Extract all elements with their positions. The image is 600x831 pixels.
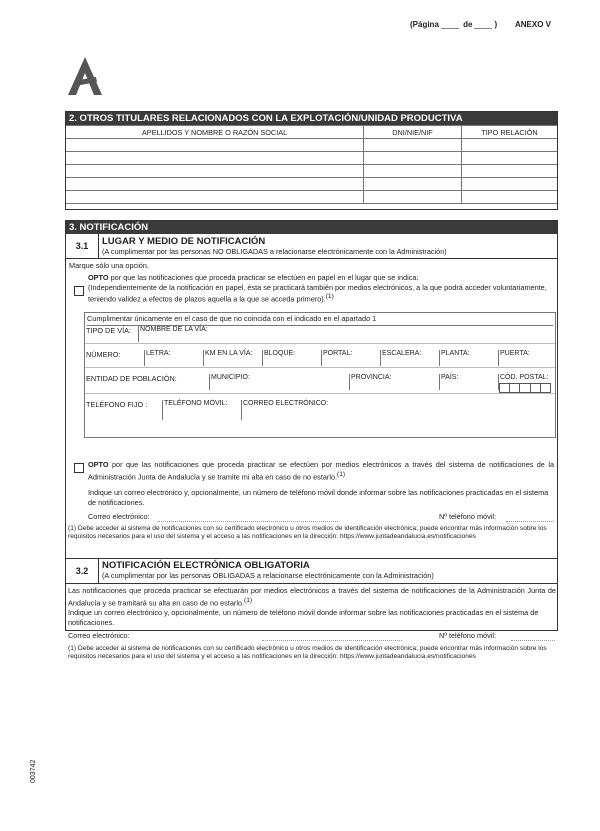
cell-nombre[interactable] — [66, 165, 364, 178]
phone-input[interactable] — [506, 512, 554, 522]
s32-text1 — [68, 586, 556, 607]
field-portal[interactable]: PORTAL: — [321, 350, 352, 366]
form-code: 003742 — [30, 759, 37, 783]
table-row — [66, 152, 557, 165]
field-escalera[interactable]: ESCALERA: — [380, 350, 421, 366]
footnote-ref: (1) — [337, 470, 346, 478]
field-nombre-via[interactable]: NOMBRE DE LA VÍA: — [138, 326, 208, 342]
subsection-3-2-body — [66, 584, 557, 669]
pagina-label: (Página — [410, 20, 439, 29]
col-header-nombre: APELLIDOS Y NOMBRE O RAZÓN SOCIAL — [66, 126, 364, 139]
cell-nombre[interactable] — [66, 152, 364, 165]
cell-nombre[interactable] — [66, 139, 364, 152]
titulares-table — [66, 125, 557, 204]
field-entidad[interactable]: ENTIDAD DE POBLACIÓN: — [86, 374, 177, 383]
cell-dni[interactable] — [364, 178, 462, 191]
cell-nombre[interactable] — [66, 191, 364, 204]
table-row — [66, 165, 557, 178]
table-row — [66, 191, 557, 204]
field-numero[interactable]: NÚMERO: — [86, 350, 121, 359]
postal-code-boxes[interactable] — [499, 383, 551, 393]
opt2-text: por que las notificaciones que proceda practicar se efectúen por medios electrónicos a través del sistema de notificaciones de la Administración Junta de Andalucía y se tramite mi alta en caso de no estarlo. — [88, 460, 554, 481]
table-row — [66, 139, 557, 152]
address-box — [84, 312, 556, 438]
field-correo[interactable]: CORREO ELECTRÓNICO: — [241, 400, 328, 420]
col-header-dni: DNI/NIE/NIF — [364, 126, 462, 139]
subsection-3-1-contact — [66, 488, 557, 565]
address-box-title: Cumplimentar únicamente en el caso de que no coincida con el indicado en el apartado 1 — [87, 314, 553, 326]
field-pais[interactable]: PAÍS: — [439, 374, 458, 390]
de-label: de — [463, 20, 473, 29]
page-number-input[interactable] — [441, 20, 459, 29]
table-row — [66, 178, 557, 191]
field-bloque[interactable]: BLOQUE: — [262, 350, 295, 366]
footnote: (1) Debe acceder al sistema de notificaciones con su certificado electrónico u otros medios de identificación electrónica; puede encontrar más información sobre los requisitos necesarios para el uso del sistema y el acceso a las notificaciones en la dirección: https://www.juntadeandalucia.es/notificaciones — [68, 525, 547, 540]
email-input[interactable] — [158, 512, 338, 522]
cell-dni[interactable] — [364, 191, 462, 204]
footnote-ref: (1) — [244, 596, 253, 604]
email-input[interactable] — [262, 631, 402, 641]
opt1-text2: (Independientemente de la notificación en papel, ésta se practicará también por medios electrónicos, a la que podrá acceder voluntariamente, teniendo validez a efectos de plazos aquella a la que se acceda primero). — [88, 282, 547, 304]
col-header-tipo: TIPO RELACIÓN — [462, 126, 558, 139]
s32-text1-content: Las notificaciones que proceda practicar se efectuarán por medios electrónicos a través del sistema de notificaciones de la Administración Junta de Andalucía y se tramitará su alta en caso de no estarlo. — [68, 586, 556, 607]
cell-tipo[interactable] — [462, 139, 558, 152]
field-municipio[interactable]: MUNICIPIO: — [209, 374, 250, 390]
subsection-number: 3.2 — [66, 559, 99, 583]
s32-text2: Indique un correo electrónico y, opcionalmente, un número de teléfono móvil donde informar sobre las notificaciones practicadas en el sistema de notificaciones. — [68, 608, 539, 627]
cell-tipo[interactable] — [462, 152, 558, 165]
subsection-3-1-header — [66, 234, 557, 259]
email-label: Correo electrónico: — [88, 512, 150, 521]
instruction-text: Marque sólo una opción. — [69, 261, 149, 270]
cell-tipo[interactable] — [462, 165, 558, 178]
footnote: (1) Debe acceder al sistema de notificaciones con su certificado electrónico u otros medios de identificación electrónica; puede encontrar más información sobre los requisitos necesarios para el uso del sistema y el acceso a las notificaciones en la dirección: https://www.juntadeandalucia.es/notificaciones — [68, 645, 547, 660]
field-letra[interactable]: LETRA: — [144, 350, 171, 366]
field-provincia[interactable]: PROVINCIA: — [349, 374, 391, 390]
field-km[interactable]: KM EN LA VÍA: — [203, 350, 252, 366]
subsection-title: LUGAR Y MEDIO DE NOTIFICACIÓN — [102, 236, 266, 247]
opt1-text: por que las notificaciones que proceda practicar se efectúen en papel en el lugar que se indica: — [108, 273, 419, 282]
footnote-ref: (1) — [325, 293, 334, 300]
subsection-number: 3.1 — [66, 234, 99, 258]
annex-label: ANEXO V — [515, 20, 552, 29]
option-paper-checkbox[interactable] — [74, 286, 84, 296]
phone-label: Nº teléfono móvil: — [439, 512, 497, 521]
table-header-row — [66, 126, 557, 139]
option-electronic-text — [88, 460, 554, 481]
section-notificacion — [65, 220, 558, 660]
field-cp[interactable]: CÓD. POSTAL: — [498, 374, 549, 390]
opto-label: OPTO — [88, 273, 109, 282]
cell-nombre[interactable] — [66, 178, 364, 191]
phone-label: Nº teléfono móvil: — [439, 631, 497, 640]
cell-dni[interactable] — [364, 165, 462, 178]
field-tipo-via[interactable]: TIPO DE VÍA: — [86, 326, 132, 335]
section-otros-titulares — [65, 111, 558, 210]
subsection-3-1-body — [66, 259, 557, 495]
cell-tipo[interactable] — [462, 191, 558, 204]
subsection-note: (A cumplimentar por las personas NO OBLIGADAS a relacionarse electrónicamente con la Administración) — [102, 247, 447, 256]
close-paren: ) — [494, 20, 498, 29]
opto-label: OPTO — [88, 460, 109, 469]
cell-dni[interactable] — [364, 139, 462, 152]
page-total-input[interactable] — [474, 20, 492, 29]
section3-title: 3. NOTIFICACIÓN — [66, 221, 557, 234]
phone-input[interactable] — [511, 631, 555, 641]
subsection-note: (A cumplimentar por las personas OBLIGADAS a relacionarse electrónicamente con la Administración) — [102, 571, 434, 580]
option-electronic-checkbox[interactable] — [74, 463, 84, 473]
page-number-field — [410, 20, 497, 29]
subsection-title: NOTIFICACIÓN ELECTRÓNICA OBLIGATORIA — [102, 560, 310, 571]
field-telefono-fijo[interactable]: TELÉFONO FIJO : — [86, 400, 148, 409]
junta-andalucia-logo — [66, 55, 104, 97]
indicate-text: Indique un correo electrónico y, opcionalmente, un número de teléfono móvil donde informar sobre las notificaciones practicadas en el sistema de notificaciones. — [88, 488, 549, 507]
field-puerta[interactable]: PUERTA: — [498, 350, 530, 366]
cell-tipo[interactable] — [462, 178, 558, 191]
cell-dni[interactable] — [364, 152, 462, 165]
section2-title: 2. OTROS TITULARES RELACIONADOS CON LA EXPLOTACIÓN/UNIDAD PRODUCTIVA — [66, 112, 557, 125]
field-telefono-movil[interactable]: TELÉFONO MÓVIL: — [162, 400, 227, 420]
field-planta[interactable]: PLANTA: — [439, 350, 470, 366]
option-paper-text — [88, 273, 554, 304]
email-label: Correo electrónico: — [68, 631, 130, 640]
